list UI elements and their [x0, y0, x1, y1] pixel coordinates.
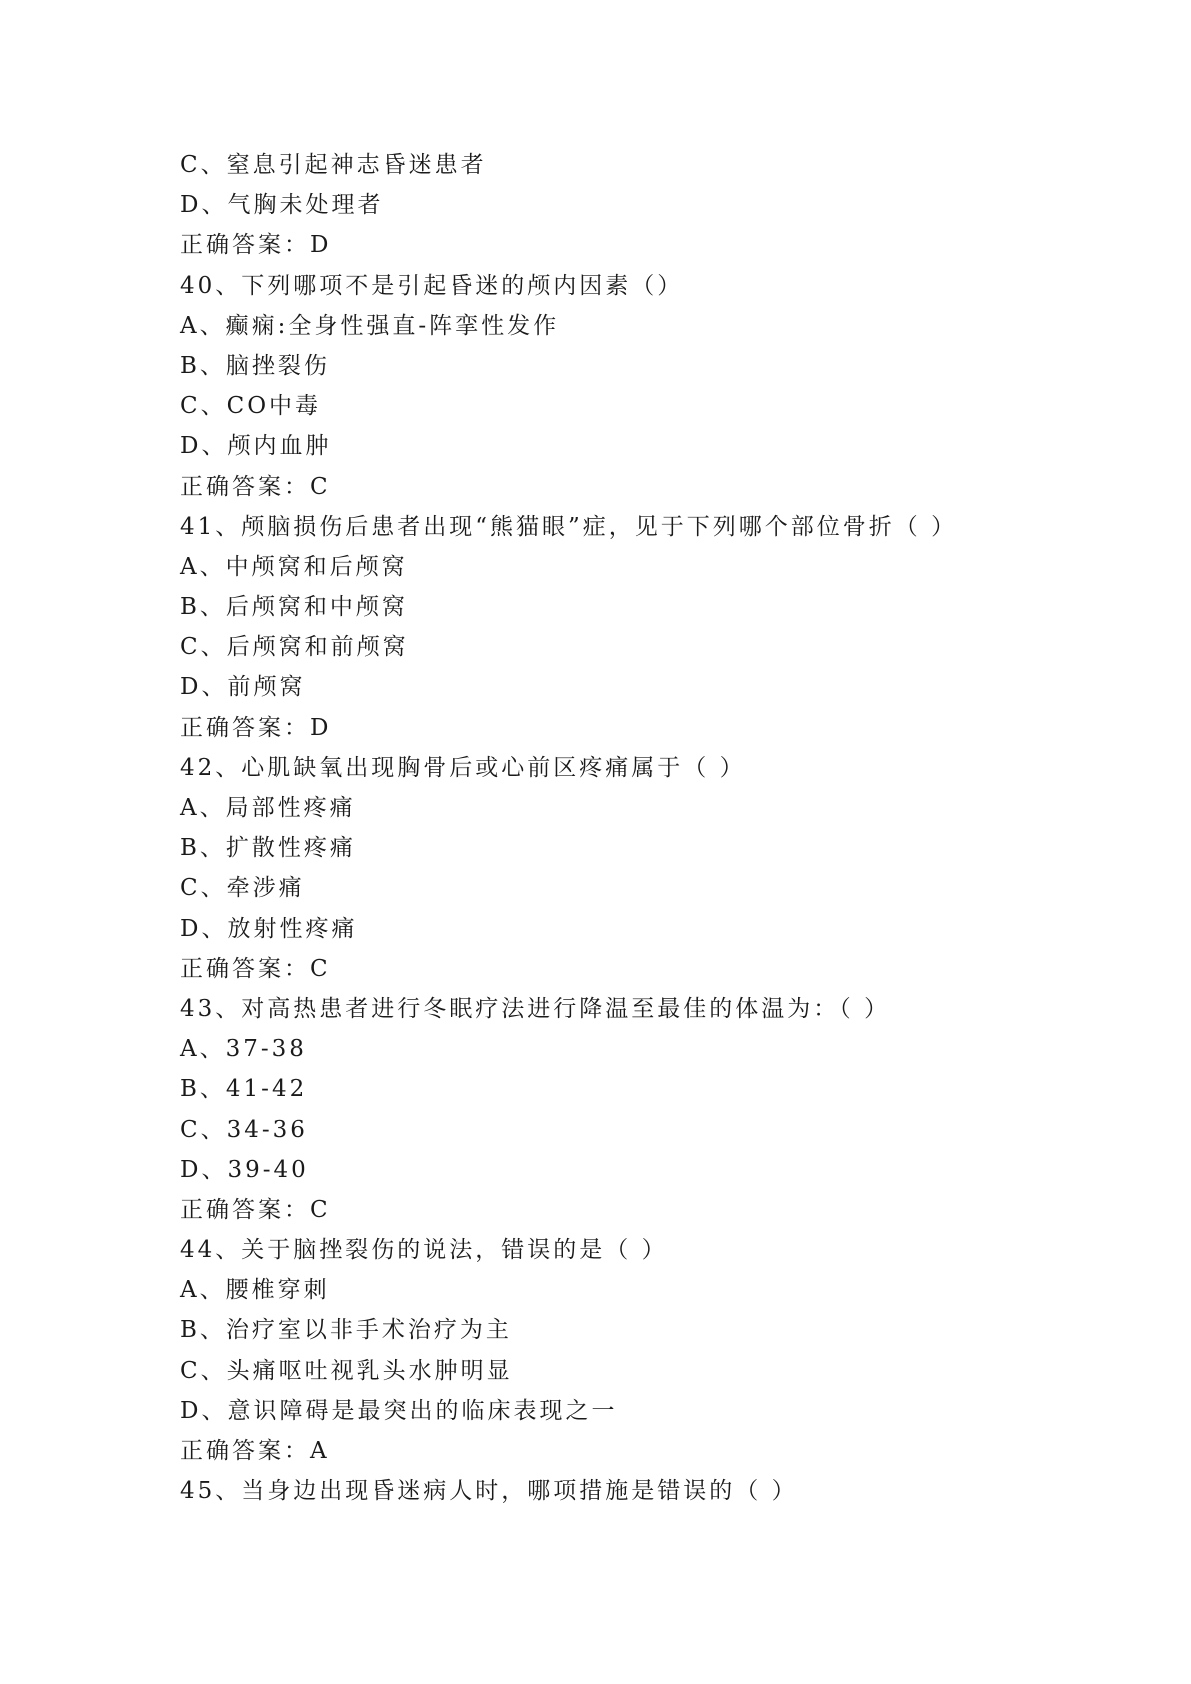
answer-option: C、后颅窝和前颅窝: [180, 634, 409, 661]
answer-option: D、放射性疼痛: [180, 915, 358, 942]
answer-option: D、前颅窝: [180, 674, 306, 701]
answer-option: A、局部性疼痛: [180, 795, 356, 821]
answer-option: D、颅内血肿: [180, 433, 332, 460]
answer-option: A、中颅窝和后颅窝: [180, 553, 408, 580]
answer-option: A、癫痫:全身性强直-阵挛性发作: [180, 312, 560, 339]
correct-answer: 正确答案：D: [180, 714, 332, 741]
correct-answer: 正确答案：A: [180, 1438, 330, 1464]
answer-option: D、意识障碍是最突出的临床表现之一: [180, 1397, 618, 1424]
question-text: 45、当身边出现昏迷病人时，哪项措施是错误的（ ）: [180, 1478, 798, 1505]
answer-option: C、34-36: [180, 1116, 308, 1143]
correct-answer: 正确答案：C: [180, 1196, 331, 1223]
answer-option: B、扩散性疼痛: [180, 835, 356, 862]
question-text: 44、关于脑挫裂伤的说法，错误的是（ ）: [180, 1237, 668, 1264]
answer-option: A、腰椎穿刺: [180, 1277, 330, 1304]
correct-answer: 正确答案：C: [180, 473, 331, 500]
answer-option: C、CO中毒: [180, 393, 322, 420]
answer-option: C、头痛呕吐视乳头水肿明显: [180, 1357, 513, 1384]
answer-option: C、窒息引起神志昏迷患者: [180, 152, 487, 178]
question-text: 43、对高热患者进行冬眠疗法进行降温至最佳的体温为：（ ）: [180, 995, 891, 1022]
answer-option: D、气胸未处理者: [180, 192, 384, 219]
question-text: 41、颅脑损伤后患者出现“熊猫眼”症，见于下列哪个部位骨折（ ）: [180, 513, 958, 540]
answer-option: B、41-42: [180, 1076, 308, 1103]
question-text: 40、下列哪项不是引起昏迷的颅内因素（）: [180, 272, 684, 299]
correct-answer: 正确答案：C: [180, 955, 331, 982]
answer-option: C、牵涉痛: [180, 875, 305, 902]
answer-option: B、后颅窝和中颅窝: [180, 594, 408, 621]
question-text: 42、心肌缺氧出现胸骨后或心前区疼痛属于（ ）: [180, 754, 746, 781]
answer-option: B、治疗室以非手术治疗为主: [180, 1317, 512, 1344]
quiz-content: [180, 145, 1080, 1511]
answer-option: D、39-40: [180, 1156, 309, 1183]
correct-answer: 正确答案：D: [180, 232, 332, 259]
answer-option: B、脑挫裂伤: [180, 352, 330, 379]
answer-option: A、37-38: [180, 1036, 307, 1063]
